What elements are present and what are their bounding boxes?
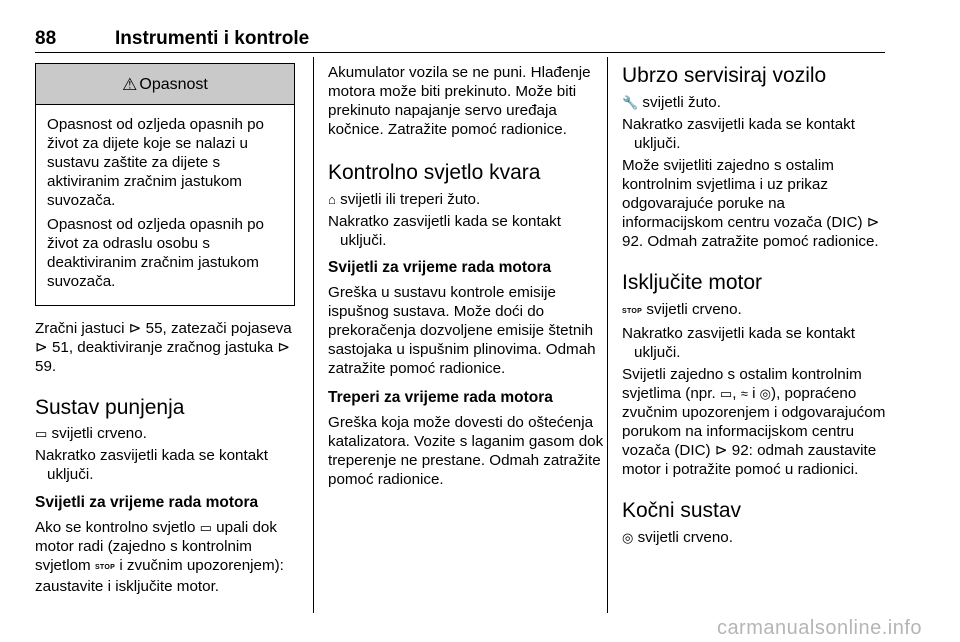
malfunction-lit-text: Greška u sustavu kontrole emisije ispušnog sustava. Može doći do prekoračenja dozvoljene emisije štetnih sastojaka u ispušnim plinovima. Odmah zatražite pomoć radionice.: [328, 284, 596, 377]
battery-icon: ▭: [719, 386, 733, 401]
cross-reference-text: Zračni jastuci ⊳ 55, zatezači pojaseva ⊳ 51, deaktiviranje zračnog jastuka ⊳ 59.: [35, 320, 292, 375]
check-engine-icon: ⌂: [328, 192, 336, 207]
section-title-charging: Sustav punjenja: [35, 396, 185, 419]
wrench-icon: 🔧: [622, 95, 639, 110]
service-ignition-text: Nakratko zasvijetli kada se kontakt uključi.: [622, 116, 855, 152]
service-body-text: Može svijetliti zajedno s ostalim kontrolnim svjetlima i uz prikaz odgovarajuće poruke na informacijskom centru vozača (DIC) ⊳ 92. Odmah zatražite pomoć radionice.: [622, 157, 880, 250]
charging-ignition-text: Nakratko zasvijetli kada se kontakt uključi.: [35, 447, 268, 483]
column-3: [622, 63, 887, 550]
brake-system-icon: ◎: [759, 386, 772, 401]
malfunction-flashing-text: Greška koja može dovesti do oštećenja katalizatora. Vozite s laganim gasom dok treperenje ne prestane. Odmah zatražite pomoć radionice.: [328, 414, 604, 488]
danger-box-header: [36, 64, 294, 105]
section-title-brake: Kočni sustav: [622, 499, 742, 522]
brake-system-icon: ◎: [622, 530, 634, 545]
stop-text-icon: STOP: [94, 564, 116, 571]
battery-intro-text: Akumulator vozila se ne puni. Hlađenje motora može biti prekinuto. Može biti prekinuto napajanje servo uređaja kočnice. Zatražite pomoć radionice.: [328, 64, 591, 138]
column-divider-2: [607, 57, 608, 613]
page-title: Instrumenti i kontrole: [115, 28, 310, 49]
battery-icon: ▭: [35, 426, 48, 441]
battery-icon: ▭: [199, 520, 212, 535]
subheading-charging-running: Svijetli za vrijeme rada motora: [35, 494, 259, 511]
engine-off-sep-2: i: [752, 385, 756, 402]
charging-body-c: i zvučnim upozorenjem): zaustavite i isključite motor.: [35, 557, 284, 595]
section-title-engine-off: Isključite motor: [622, 271, 763, 294]
engine-off-ignition-text: Nakratko zasvijetli kada se kontakt uključi.: [622, 325, 855, 361]
charging-lamp-line: svijetli crveno.: [51, 425, 147, 442]
subheading-malfunction-lit: Svijetli za vrijeme rada motora: [328, 259, 552, 276]
charging-body-a: Ako se kontrolno svjetlo: [35, 519, 196, 536]
column-divider-1: [313, 57, 314, 613]
danger-heading: Opasnost: [139, 75, 208, 93]
page-header: [35, 28, 885, 50]
stop-text-icon: STOP: [622, 308, 643, 315]
charging-body-b: upali dok motor radi (zajedno s kontrolnim svjetlom: [35, 519, 277, 574]
coolant-temperature-icon: ≈: [740, 386, 748, 401]
header-divider: [35, 52, 885, 53]
charging-running-text: [35, 518, 300, 596]
engine-off-sep-1: ,: [732, 385, 737, 402]
service-lamp-line: svijetli žuto.: [642, 94, 721, 111]
section-title-service: Ubrzo servisiraj vozilo: [622, 64, 827, 87]
section-title-malfunction: Kontrolno svjetlo kvara: [328, 161, 541, 184]
subheading-malfunction-flashing: Treperi za vrijeme rada motora: [328, 389, 553, 406]
page-number: 88: [35, 28, 57, 49]
danger-paragraph-2: Opasnost od ozljeda opasnih po život za odraslu osobu s deaktiviranim zračnim jastukom suvozača.: [47, 216, 265, 290]
engine-off-body-text: [622, 365, 887, 479]
brake-lamp-line: svijetli crveno.: [637, 529, 733, 546]
engine-off-body-a: Svijetli zajedno s ostalim kontrolnim svjetlima (npr.: [622, 366, 862, 402]
column-1: [35, 63, 300, 599]
malfunction-lamp-line: svijetli ili treperi žuto.: [340, 191, 481, 208]
danger-box-body: [36, 105, 294, 305]
engine-off-lamp-line: svijetli crveno.: [646, 301, 742, 318]
engine-off-body-b: ), popraćeno zvučnim upozorenjem i odgovarajućom porukom na informacijskom centru vozača (DIC) ⊳ 92: odmah zaustavite motor i potražite pomoć u radionici.: [622, 385, 886, 478]
warning-triangle-icon: ⚠: [122, 74, 138, 94]
watermark: carmanualsonline.info: [716, 617, 922, 639]
danger-box: [35, 63, 295, 306]
malfunction-ignition-text: Nakratko zasvijetli kada se kontakt uključi.: [328, 213, 561, 249]
column-2: [328, 63, 604, 492]
danger-paragraph-1: Opasnost od ozljeda opasnih po život za dijete koje se nalazi u sustavu zaštite za dijete s aktiviranim zračnim jastukom suvozača.: [47, 116, 265, 209]
